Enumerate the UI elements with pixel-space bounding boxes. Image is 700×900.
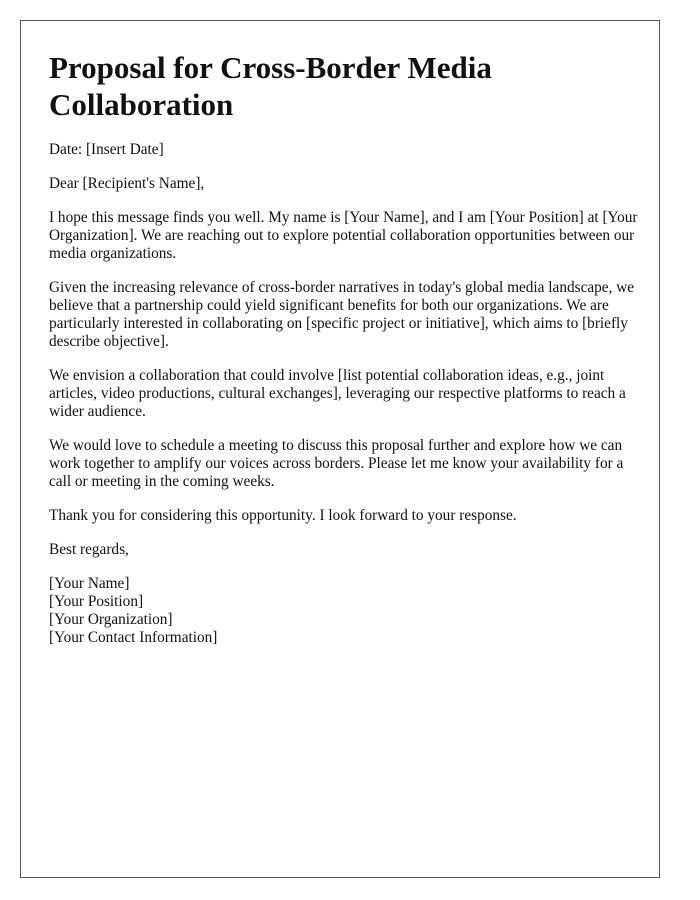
paragraph-meeting-request: We would love to schedule a meeting to discuss this proposal further and explore how we can work together to amplify our voices across borders. Please let me know your availability for a call or meeting in the coming weeks. (49, 437, 624, 490)
date-line: Date: [Insert Date] (49, 141, 164, 158)
signature-position: [Your Position] (49, 593, 144, 610)
closing: Best regards, (49, 541, 129, 558)
signature-block (49, 575, 639, 647)
salutation: Dear [Recipient's Name], (49, 175, 205, 192)
paragraph-collaboration-ideas: We envision a collaboration that could involve [list potential collaboration ideas, e.g., joint articles, video productions, cultural exchanges], leveraging our respective platforms to reach a wider audience. (49, 367, 626, 420)
letter-title: Proposal for Cross-Border Media Collaboration (49, 50, 492, 122)
signature-organization: [Your Organization] (49, 611, 173, 628)
letter-content (49, 49, 639, 647)
signature-contact: [Your Contact Information] (49, 629, 218, 646)
paragraph-relevance: Given the increasing relevance of cross-border narratives in today's global media landscape, we believe that a partnership could yield significant benefits for both our organizations. We are particularly interested in collaborating on [specific project or initiative], which aims to [briefly describe objective]. (49, 279, 635, 350)
letter-page (20, 20, 660, 878)
paragraph-introduction: I hope this message finds you well. My name is [Your Name], and I am [Your Position] at [Your Organization]. We are reaching out to explore potential collaboration opportunities between our media organizations. (49, 209, 638, 262)
signature-name: [Your Name] (49, 575, 130, 592)
paragraph-thanks: Thank you for considering this opportunity. I look forward to your response. (49, 507, 517, 524)
